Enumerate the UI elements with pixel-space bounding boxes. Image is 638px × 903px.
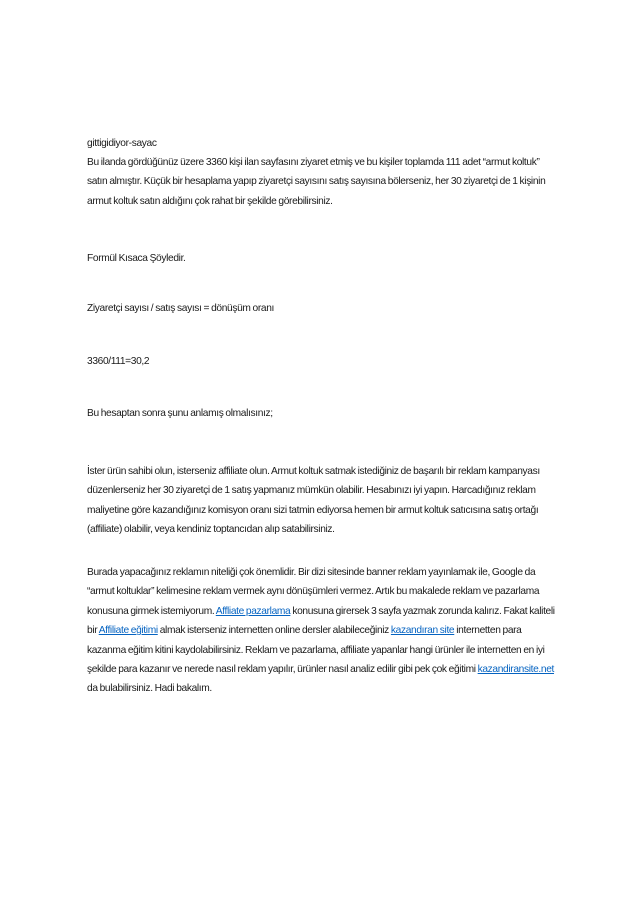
paragraph-text-segment: internetten para kazanma eğitim kitini kaydolabilirsiniz. Reklam ve pazarlama, affiliate yapanlar hangi ürünler ile internetten en iyi şekilde para kazanır ve nerede nasıl reklam yapılır, ürünler nasıl analiz edilir gibi pek çok eğitimi <box>87 625 545 676</box>
paragraph-advertising <box>87 563 557 699</box>
kazandiransite-net-link[interactable]: kazandiransite.net <box>477 664 555 676</box>
paragraph-affiliate-advice: İster ürün sahibi olun, isterseniz affiliate olun. Armut koltuk satmak istediğiniz de başarılı bir reklam kampanyası düzenlerseniz her 30 ziyaretçi de 1 satış yapmanız mümkün olabilir. Hesabınızı iyi yapın. Harcadığınız reklam maliyetine göre kazandığınız komisyon oranı sizi tatmin ediyorsa hemen bir armut koltuk satıcısına satış ortağı (affiliate) olabilir, veya kendiniz toptancıdan alıp satabilirsiniz. <box>87 466 540 536</box>
affiliate-training-link[interactable]: Affiliate eğitimi <box>98 625 158 637</box>
paragraph-visitor-stats: Bu ilanda gördüğünüz üzere 3360 kişi ilan sayfasını ziyaret etmiş ve bu kişiler toplamda 111 adet “armut koltuk” satın almıştır. Küçük bir hesaplama yapıp ziyaretçi sayısını satış sayısına bölerseniz, her 30 ziyaretçi de 1 kişinin armut koltuk satın aldığını çok rahat bir şekilde görebilirsiniz. <box>87 157 546 207</box>
kazandiran-site-link[interactable]: kazandıran site <box>390 625 455 637</box>
calculation-text: 3360/111=30,2 <box>87 356 150 367</box>
conclusion-intro: Bu hesaptan sonra şunu anlamış olmalısınız; <box>87 408 273 419</box>
paragraph-text-segment: Burada yapacağınız reklamın niteliği çok önemlidir. Bir dizi sitesinde banner reklam yayınlamak ile, Google da “armut koltuklar” kelimesine reklam vermek aynı dönüşümleri vermez. Artık bu makalede reklam ve pazarlama konusuna girmek istemiyorum. <box>87 567 540 617</box>
paragraph-text-segment: almak isterseniz internetten online dersler alabileceğiniz <box>157 625 391 637</box>
formula-intro: Formül Kısaca Şöyledir. <box>87 253 186 264</box>
document-header: gittigidiyor-sayac <box>87 138 157 149</box>
affiliate-marketing-link[interactable]: Affliate pazarlama <box>215 605 291 617</box>
formula-text: Ziyaretçi sayısı / satış sayısı = dönüşüm oranı <box>87 303 274 314</box>
paragraph-text-segment: da bulabilirsiniz. Hadi bakalım. <box>87 683 212 695</box>
paragraph-text-segment: konusuna girersek 3 sayfa yazmak zorunda kalırız. Fakat kaliteli bir <box>87 605 555 637</box>
